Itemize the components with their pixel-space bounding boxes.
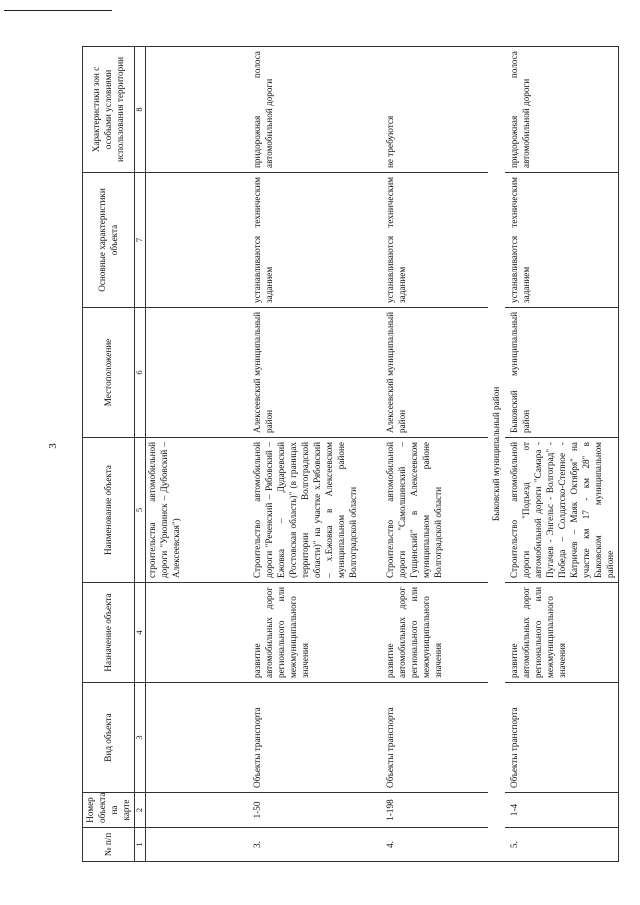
map-number: 1-50: [248, 793, 381, 828]
object-type: Объекты транспорта: [381, 683, 488, 793]
object-type: Объекты транспорта: [248, 683, 381, 793]
column-number-row: [135, 47, 146, 862]
object-name: Строительство автомобильной дороги "Самолшинский – Гущинский" в Алексеевском муниципальном районе Волгоградской области: [381, 438, 488, 583]
section-title: Быковский муниципальный район: [488, 47, 505, 862]
column-number: 8: [135, 47, 146, 173]
row-number: 5.: [505, 828, 619, 862]
zone-characteristics: придорожная полоса автомобильной дороги: [248, 47, 381, 173]
section-row: [488, 47, 505, 862]
map-number: 1-198: [381, 793, 488, 828]
top-rule: [4, 10, 112, 11]
header-cell: Наименование объекта: [83, 438, 135, 583]
header-row: [83, 47, 135, 862]
row-number: 4.: [381, 828, 488, 862]
header-cell: Местоположение: [83, 308, 135, 438]
object-location: Алексеевский муниципальный район: [248, 308, 381, 438]
header-cell: Номер объекта на карте: [83, 793, 135, 828]
map-number: 1-4: [505, 793, 619, 828]
rotated-page: [82, 47, 615, 862]
continuation-text: строительства автомобильной дороги "Урюпинск – Дубовский – Алексеевская"): [146, 438, 249, 583]
header-cell: Вид объекта: [83, 683, 135, 793]
table-row: [381, 47, 488, 862]
column-number: 6: [135, 308, 146, 438]
column-number: 5: [135, 438, 146, 583]
column-number: 7: [135, 173, 146, 308]
column-number: 2: [135, 793, 146, 828]
continuation-row: [146, 47, 249, 862]
header-cell: Основные характеристики объекта: [83, 173, 135, 308]
objects-table: [82, 46, 619, 862]
object-name: Строительство автомобильной дороги "Реченский – Рябовский – Ежовка – Дударевский (Ростовская область)" (в границах территории Волгоградской области)" на участке х.Рябовский – х.Ежовка в Алексеевском муниципальном районе Волгоградской области: [248, 438, 381, 583]
object-purpose: развитие автомобильных дорог регионального или межмуниципального значения: [381, 583, 488, 683]
zone-characteristics: придорожная полоса автомобильной дороги: [505, 47, 619, 173]
table-row: [505, 47, 619, 862]
object-purpose: развитие автомобильных дорог регионального или межмуниципального значения: [248, 583, 381, 683]
object-characteristics: устанавливаются техническим заданием: [505, 173, 619, 308]
header-cell: Назначение объекта: [83, 583, 135, 683]
page-number: 3: [46, 443, 59, 449]
object-characteristics: устанавливаются техническим заданием: [381, 173, 488, 308]
row-number: 3.: [248, 828, 381, 862]
object-name: Строительство автомобильной дороги "Подъезд от автомобильной дороги "Самара - Пугачев - Энгельс - Волгоград" - Победа – Солдатско-Степное - Катричев – Маяк Октября" на участке км 17 - км 28" в Быковском муниципальном районе: [505, 438, 619, 583]
object-location: Быковский муниципальный район: [505, 308, 619, 438]
object-purpose: развитие автомобильных дорог регионального или межмуниципального значения: [505, 583, 619, 683]
zone-characteristics: не требуются: [381, 47, 488, 173]
object-type: Объекты транспорта: [505, 683, 619, 793]
header-cell: Характеристики зон с особыми условиями использования территории: [83, 47, 135, 173]
header-cell: № п/п: [83, 828, 135, 862]
table-row: [248, 47, 381, 862]
object-location: Алексеевский муниципальный район: [381, 308, 488, 438]
object-characteristics: устанавливаются техническим заданием: [248, 173, 381, 308]
column-number: 3: [135, 683, 146, 793]
column-number: 1: [135, 828, 146, 862]
column-number: 4: [135, 583, 146, 683]
